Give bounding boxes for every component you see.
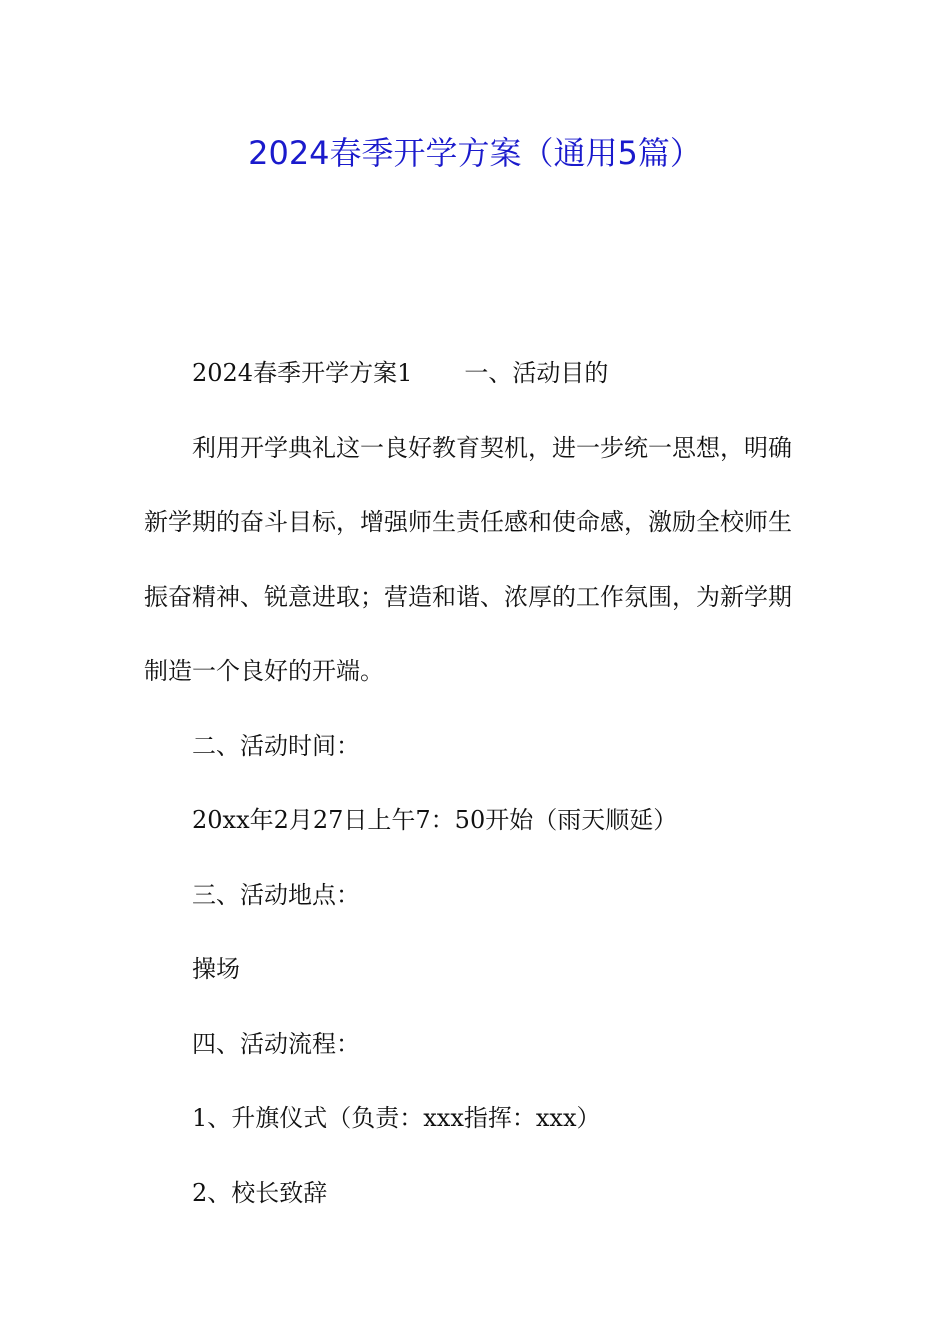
item-time-heading: 二、活动时间：	[192, 731, 360, 760]
section-heading-line	[144, 336, 808, 411]
item-location-heading: 三、活动地点：	[192, 880, 360, 909]
process-step-2: 2、校长致辞	[192, 1178, 328, 1207]
item-purpose-heading: 一、活动目的	[464, 359, 609, 387]
purpose-paragraph: 利用开学典礼这一良好教育契机，进一步统一思想，明确新学期的奋斗目标，增强师生责任感和使命感，激励全校师生振奋精神、锐意进取；营造和谐、浓厚的工作氛围，为新学期制造一个良好的开端。	[144, 433, 792, 685]
item-time-value: 20xx年2月27日上午7：50开始（雨天顺延）	[192, 806, 678, 834]
item-process-heading: 四、活动流程：	[192, 1029, 360, 1058]
process-step-1: 1、升旗仪式（负责：xxx指挥：xxx）	[192, 1104, 601, 1132]
document-body	[144, 336, 808, 1230]
section-heading: 2024春季开学方案1	[192, 359, 413, 387]
document-title: 2024春季开学方案（通用5篇）	[248, 134, 702, 172]
item-location-value: 操场	[192, 955, 240, 983]
